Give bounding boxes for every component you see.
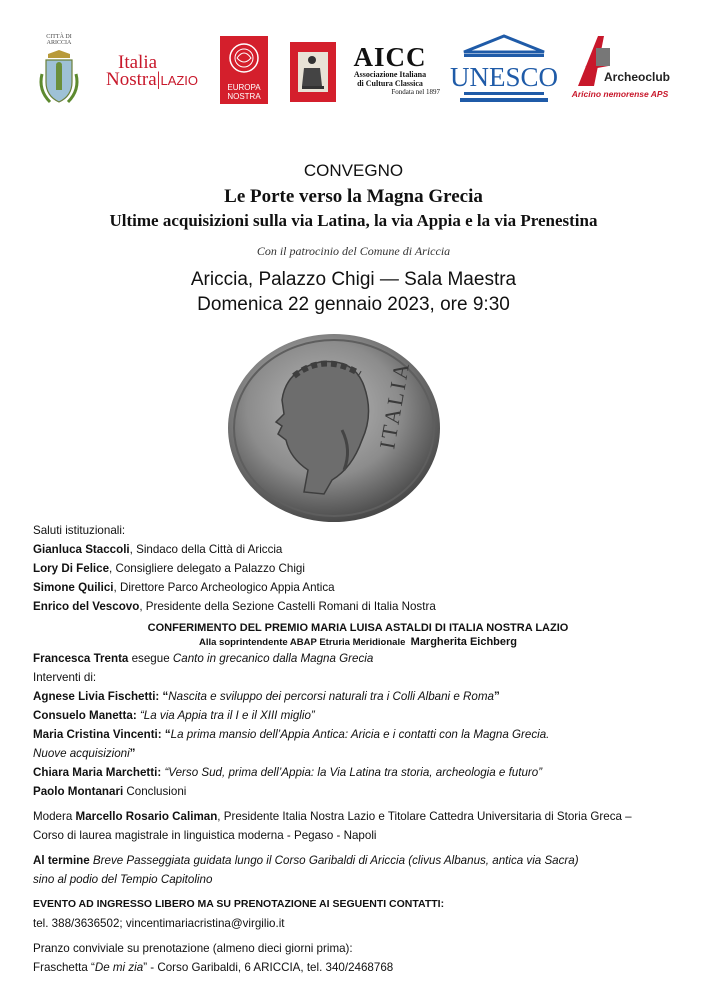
intervento-title: Nuove acquisizioni (33, 747, 130, 760)
music-name: Francesca Trenta (33, 652, 129, 665)
comune-ariccia-logo (34, 34, 84, 106)
premio-recipient (33, 636, 683, 649)
saluti-name: Lory Di Felice (33, 562, 110, 575)
intervento-item (33, 725, 683, 744)
lunch-line1: Pranzo conviviale su prenotazione (almeno dieci giorni prima): (33, 942, 353, 955)
unesco-text: UNESCO (449, 62, 559, 92)
patronage-line: Con il patrocinio del Comune di Ariccia (256, 244, 451, 258)
intervento-name: Consuelo Manetta: (33, 709, 137, 722)
program (33, 521, 683, 977)
event-date: Domenica 22 gennaio 2023, ore 9:30 (197, 294, 510, 315)
archeoclub-logo (570, 34, 670, 104)
aicc-emblem (290, 42, 336, 102)
unesco-logo (449, 34, 559, 106)
coat-of-arms-icon (36, 46, 82, 108)
intervento-item (33, 744, 683, 763)
intervento-name: Maria Cristina Vincenti: “ (33, 728, 171, 741)
final-text1: Breve Passeggiata guidata lungo il Corso Garibaldi di Ariccia (clivus Albanus, antica via Sacra) (89, 854, 579, 867)
intervento-item (33, 763, 683, 782)
coin-inscription: ITALIA (374, 358, 415, 451)
intervento-title: La prima mansio dell’Appia Antica: Aricia e i contatti con la Magna Grecia. (170, 728, 550, 741)
archeoclub-sub: Aricino nemorense APS (571, 89, 669, 99)
saluti-name: Enrico del Vescovo (33, 600, 140, 613)
aicc-line3: Fondata nel 1897 (391, 88, 440, 96)
saluti-item (33, 597, 683, 616)
lunch-venue: De mi zia (94, 961, 144, 974)
music-line (33, 649, 683, 668)
event-title: Le Porte verso la Magna Grecia (224, 186, 483, 207)
conclusion-line (33, 782, 683, 801)
saluti-role: , Sindaco della Città di Ariccia (129, 543, 283, 556)
moderator-name: Marcello Rosario Caliman (75, 810, 218, 823)
saluti-name: Gianluca Staccoli (33, 543, 130, 556)
coin-image (224, 330, 442, 526)
intervento-item (33, 687, 683, 706)
event-subtitle: Ultime acquisizioni sulla via Latina, la via Appia e la via Prenestina (109, 211, 598, 230)
final-text2 (33, 870, 683, 889)
italia-nostra-line1: Italia (118, 52, 158, 73)
italia-nostra-line2: Nostra (106, 69, 157, 90)
premio-recipient-prefix: Alla soprintendente ABAP Etruria Meridionale (198, 637, 406, 648)
logos-bar (0, 30, 707, 110)
event-type: CONVEGNO (303, 161, 404, 180)
conclusion-text: Conclusioni (123, 785, 187, 798)
booking-contacts: tel. 388/3636502; vincentimariacristina@virgilio.it (33, 917, 285, 930)
saluti-item (33, 559, 683, 578)
saluti-item (33, 578, 683, 597)
aicc-acronym: AICC (353, 42, 427, 72)
aicc-line2: di Cultura Classica (357, 79, 423, 88)
intervento-title: Nascita e sviluppo dei percorsi naturali tra i Colli Albani e Roma (168, 690, 494, 703)
europa-nostra-logo (220, 36, 268, 104)
premio-recipient-name: Margherita Eichberg (410, 636, 518, 648)
saluti-role: , Consigliere delegato a Palazzo Chigi (109, 562, 305, 575)
music-verb: esegue (128, 652, 173, 665)
interventi-heading: Interventi di: (33, 671, 97, 684)
intervento-name: Chiara Maria Marchetti: (33, 766, 162, 779)
seated-figure-icon (290, 42, 336, 102)
intervento-name: Agnese Livia Fischetti: “ (33, 690, 169, 703)
europa-nostra-line2: NOSTRA (227, 92, 261, 101)
intervento-end: ” (493, 690, 500, 703)
music-piece: Canto in grecanico dalla Magna Grecia (172, 652, 374, 665)
italia-nostra-lazio-logo: Italia Nostra|LAZIO (106, 54, 210, 89)
lunch-line2 (33, 958, 683, 977)
italia-nostra-region: LAZIO (160, 73, 199, 88)
archeoclub-name: Archeoclub (604, 70, 671, 84)
saluti-role: , Presidente della Sezione Castelli Romani di Italia Nostra (139, 600, 436, 613)
lunch-prefix: Fraschetta “ (33, 961, 95, 974)
lunch-rest: ” - Corso Garibaldi, 6 ARICCIA, tel. 340/2468768 (143, 961, 394, 974)
moderator-line (33, 807, 683, 826)
aicc-line1: Associazione Italiana (353, 70, 427, 79)
conclusion-name: Paolo Montanari (33, 785, 124, 798)
intervento-title: “La via Appia tra il I e il XIII miglio” (136, 709, 315, 722)
intervento-end: ” (129, 747, 136, 760)
moderator-prefix: Modera (33, 810, 76, 823)
premio-title: CONFERIMENTO DEL PREMIO MARIA LUISA ASTALDI DI ITALIA NOSTRA LAZIO (147, 622, 569, 634)
unesco-temple-icon (449, 34, 559, 106)
saluti-item (33, 540, 683, 559)
europa-nostra-emblem-icon (220, 36, 268, 78)
final-line (33, 851, 683, 870)
event-place: Ariccia, Palazzo Chigi — Sala Maestra (190, 269, 517, 290)
intervento-title: “Verso Sud, prima dell’Appia: la Via Latina tra storia, archeologia e futuro” (161, 766, 543, 779)
final-text2-text: sino al podio del Tempio Capitolino (33, 873, 213, 886)
booking-heading: EVENTO AD INGRESSO LIBERO MA SU PRENOTAZIONE AI SEGUENTI CONTATTI: (33, 898, 445, 910)
moderator-role: , Presidente Italia Nostra Lazio e Titolare Cattedra Universitaria di Storia Greca – (217, 810, 632, 823)
saluti-role: , Direttore Parco Archeologico Appia Antica (113, 581, 335, 594)
saluti-name: Simone Quilici (33, 581, 114, 594)
europa-nostra-line1: EUROPA (227, 83, 261, 92)
aicc-logo-text (340, 44, 440, 96)
final-prefix: Al termine (33, 854, 90, 867)
comune-caption: CITTÀ DI ARICCIA (46, 34, 72, 46)
saluti-heading: Saluti istituzionali: (33, 524, 126, 537)
intervento-item (33, 706, 683, 725)
moderator-role2: Corso di laurea magistrale in linguistica moderna - Pegaso - Napoli (33, 829, 377, 842)
